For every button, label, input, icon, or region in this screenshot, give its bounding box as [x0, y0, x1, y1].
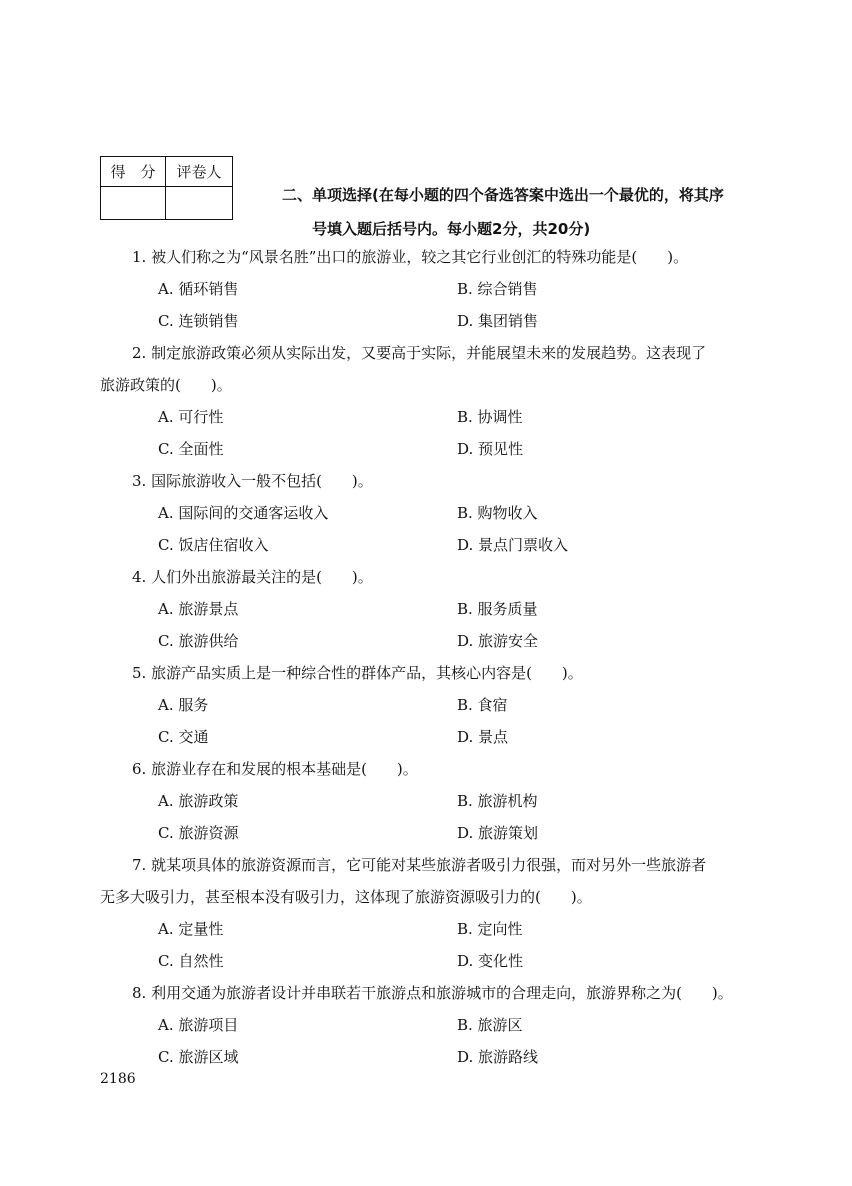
option-b: B. 服务质量: [457, 600, 538, 618]
option-c: C. 旅游供给: [158, 632, 239, 650]
grader-cell: [166, 187, 233, 220]
option-b: B. 综合销售: [457, 280, 538, 298]
option-c: C. 自然性: [158, 952, 224, 970]
option-d: D. 预见性: [457, 440, 524, 458]
question-stem: 8. 利用交通为旅游者设计并串联若干旅游点和旅游城市的合理走向，旅游界称之为( )。: [132, 984, 733, 1002]
question-stem: 7. 就某项具体的旅游资源而言，它可能对某些旅游者吸引力很强，而对另外一些旅游者: [132, 856, 707, 874]
grader-label: 评卷人: [166, 157, 233, 187]
question-stem: 3. 国际旅游收入一般不包括( )。: [132, 472, 373, 490]
option-c: C. 全面性: [158, 440, 224, 458]
option-d: D. 旅游安全: [457, 632, 539, 650]
option-b: B. 旅游区: [457, 1016, 523, 1034]
score-label: 得 分: [101, 157, 166, 187]
option-b: B. 旅游机构: [457, 792, 538, 810]
option-a: A. 旅游景点: [158, 600, 239, 618]
option-b: B. 购物收入: [457, 504, 538, 522]
option-d: D. 集团销售: [457, 312, 539, 330]
option-a: A. 可行性: [158, 408, 224, 426]
question-stem: 6. 旅游业存在和发展的根本基础是( )。: [132, 760, 418, 778]
option-a: A. 旅游项目: [158, 1016, 239, 1034]
option-d: D. 旅游路线: [457, 1048, 539, 1066]
option-c: C. 连锁销售: [158, 312, 239, 330]
option-c: C. 饭店住宿收入: [158, 536, 269, 554]
option-a: A. 服务: [158, 696, 209, 714]
question-stem: 2. 制定旅游政策必须从实际出发，又要高于实际，并能展望未来的发展趋势。这表现了: [132, 344, 707, 362]
option-d: D. 旅游策划: [457, 824, 539, 842]
question-stem: 4. 人们外出旅游最关注的是( )。: [132, 568, 373, 586]
option-c: C. 旅游资源: [158, 824, 239, 842]
option-c: C. 交通: [158, 728, 209, 746]
option-a: A. 循环销售: [158, 280, 239, 298]
score-box: [100, 156, 233, 220]
section-title: [282, 178, 782, 246]
option-b: B. 定向性: [457, 920, 523, 938]
score-cell: [101, 187, 166, 220]
option-a: A. 定量性: [158, 920, 224, 938]
option-b: B. 协调性: [457, 408, 523, 426]
option-d: D. 景点门票收入: [457, 536, 569, 554]
option-c: C. 旅游区域: [158, 1048, 239, 1066]
question-stem-cont: 无多大吸引力，甚至根本没有吸引力，这体现了旅游资源吸引力的( )。: [100, 888, 592, 906]
option-b: B. 食宿: [457, 696, 508, 714]
question-stem-cont: 旅游政策的( )。: [100, 376, 232, 394]
page-number: 2186: [100, 1071, 136, 1087]
option-a: A. 国际间的交通客运收入: [158, 504, 329, 522]
option-d: D. 景点: [457, 728, 509, 746]
question-stem: 1. 被人们称之为“风景名胜”出口的旅游业，较之其它行业创汇的特殊功能是( )。: [132, 248, 689, 266]
option-a: A. 旅游政策: [158, 792, 239, 810]
section-title-line1: 二、单项选择(在每小题的四个备选答案中选出一个最优的，将其序: [282, 186, 724, 204]
option-d: D. 变化性: [457, 952, 524, 970]
question-stem: 5. 旅游产品实质上是一种综合性的群体产品，其核心内容是( )。: [132, 664, 583, 682]
section-title-line2: 号填入题后括号内。每小题2分，共20分): [312, 220, 591, 238]
